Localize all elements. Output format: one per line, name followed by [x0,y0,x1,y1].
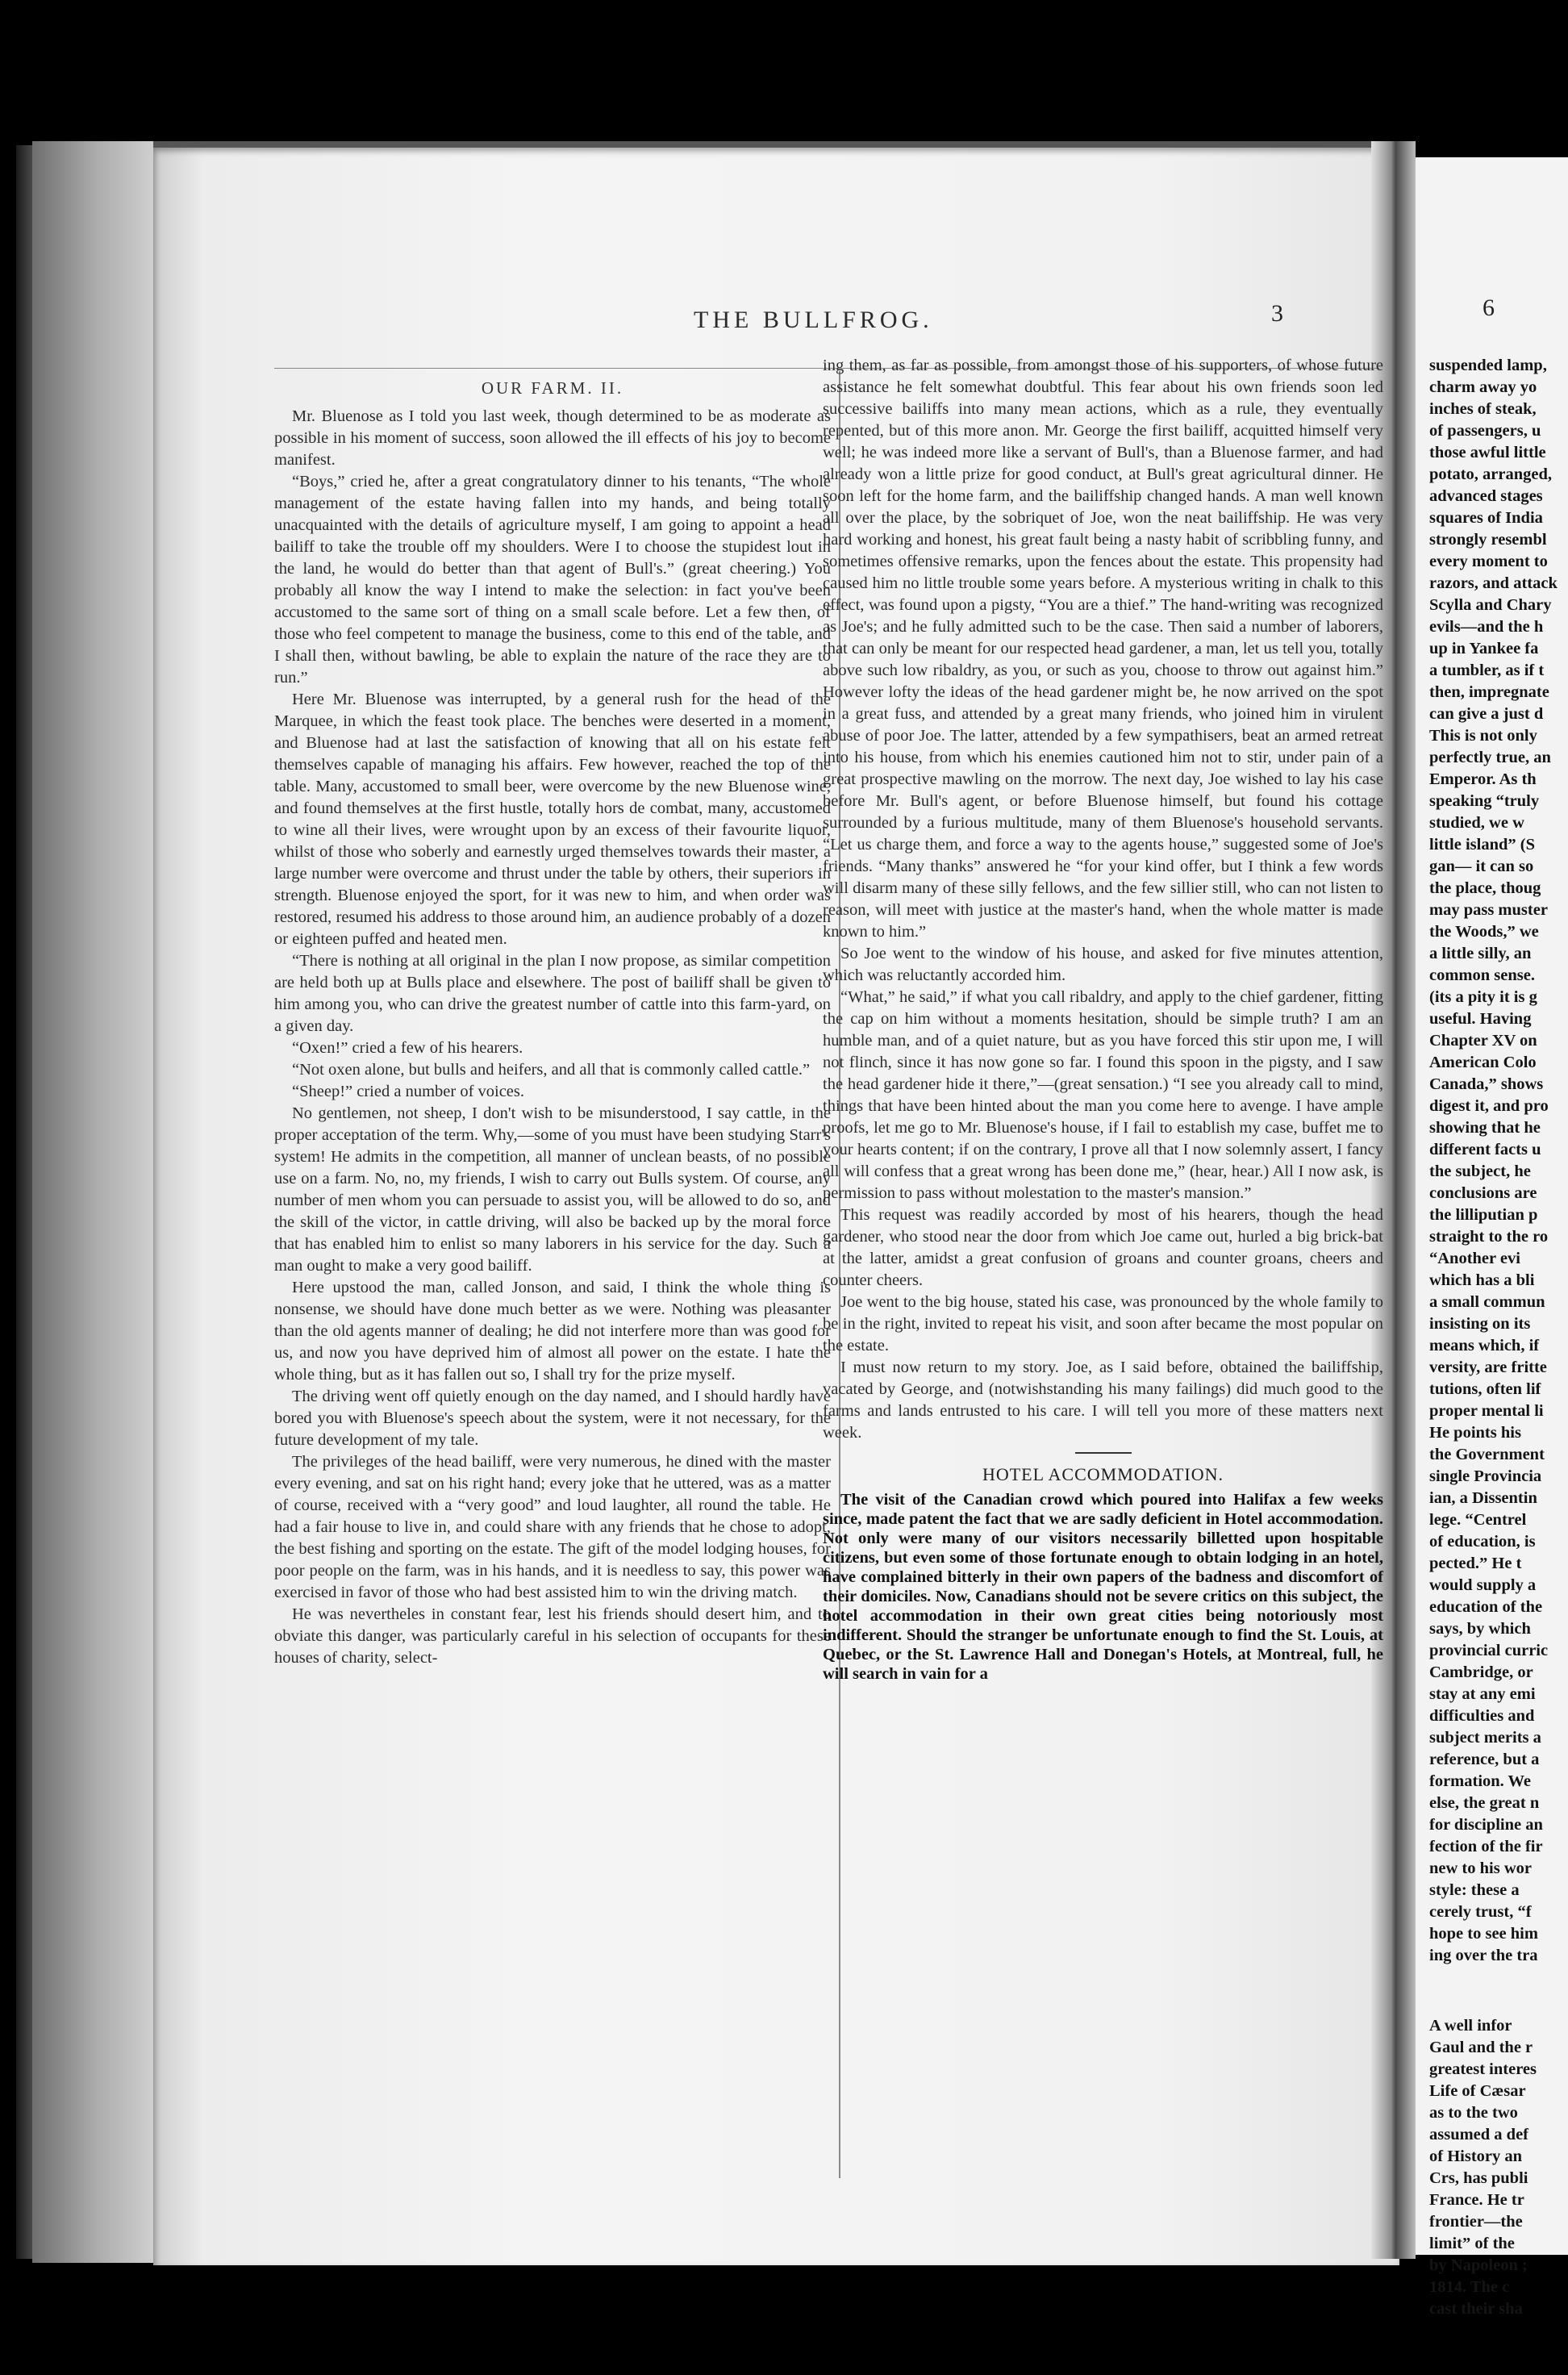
facing-page-line: American Colo [1429,1054,1537,1071]
right-column [823,355,1383,1684]
facing-page-line: suspended lamp, [1429,357,1547,374]
facing-page-line: France. He tr [1429,2191,1524,2209]
facing-page-line: greatest interes [1429,2060,1537,2078]
facing-page-line: charm away yo [1429,378,1537,396]
facing-page-line: Cambridge, or [1429,1663,1533,1681]
facing-page-line: the place, thoug [1429,879,1541,897]
facing-page-line: frontier—the [1429,2213,1523,2231]
hotel-title: HOTEL ACCOMMODATION. [982,1464,1224,1484]
facing-page-line: cerely trust, “f [1429,1903,1532,1921]
facing-page-line: a little silly, an [1429,945,1532,962]
facing-page-line: useful. Having [1429,1010,1532,1028]
article-paragraph: “Oxen!” cried a few of his hearers. [292,1039,523,1057]
left-column [274,378,831,1669]
facing-page-line: of History an [1429,2148,1523,2165]
facing-page-line: those awful little [1429,444,1546,461]
article-paragraph: ing them, as far as possible, from amongst those of his supporters, of whose future assistance he felt somewhat doubtful. This fear about his own friends soon led successive bailiffs into many mean actions, which as a rule, they eventually repented, but of this more anon. Mr. George the first bailiff, acquitted himself very well; he was indeed more like a servant of Bull's, than a Bluenose farmer, and had already won a little prize for good conduct, at Bull's great agricultural dinner. He soon left for the home farm, and the bailiffship changed hands. A man well known all over the place, by the sobriquet of Joe, won the neat bailiffship. He was very hard working and honest, his great fault being a nasty habit of scribbling funny, and sometimes offensive remarks, upon the fences about the estate. This propensity had caused him no little trouble some years before. A mysterious writing in chalk to this effect, was found upon a pigsty, “You are a thief.” The hand-writing was recognized as Joe's; and he fully admitted such to be the case. Then said a number of laborers, that can only be meant for our respected head gardener, a man, let us tell you, totally above such low ribaldry, as you, or such as you, choose to throw out against him.” However lofty the ideas of the head gardener might be, he now arrived on the spot in a great fuss, and attended by a great many friends, who joined him in virulent abuse of poor Joe. The latter, attended by a few sympathisers, beat an armed retreat into his house, from which his enemies cautioned him not to stir, under pain of a great prospective mawling on the morrow. The next day, Joe wished to lay his case before Mr. Bull's agent, or before Bluenose himself, but found his cottage surrounded by a furious multitude, many of them Bluenose's household servants. “Let us charge them, and force a way to the agents house,” suggested some of Joe's friends. “Many thanks” answered he “for your kind offer, but I think a few words will disarm many of these silly fellows, and the few sillier still, who can not listen to reason, will meet with justice at the master's hand, when the whole matter is made known to him.” [823,357,1383,941]
facing-page-line: strongly resembl [1429,531,1547,549]
facing-page-line: This is not only [1429,727,1537,745]
facing-page-line: else, the great n [1429,1794,1540,1812]
facing-page-line: digest it, and pro [1429,1097,1549,1115]
facing-page-line: versity, are fritte [1429,1359,1547,1376]
article-title: OUR FARM. II. [481,378,624,398]
article-paragraph: The privileges of the head bailiff, were very numerous, he dined with the master every evening, and sat on his right hand; every joke that he uttered, was as a matter of course, received with a “very good” and loud laughter, all round the table. He had a fair house to live in, and could share with any friends that he chose to adopt, the best fishing and sporting on the estate. The gift of the model lodging houses, for poor people on the farm, was in his hands, and it is needless to say, this power was exercised in favor of those who had best assisted him to win the driving match. [274,1453,831,1601]
facing-page-line: provincial curric [1429,1642,1549,1659]
facing-page-line: every moment to [1429,553,1548,570]
facing-page-line: pected.” He t [1429,1555,1522,1572]
facing-page-line: (its a pity it is g [1429,988,1537,1006]
page-stack [32,141,153,2263]
article-paragraph: This request was readily accorded by most of his hearers, though the head gardener, who stood near the door from which Joe came out, hurled a big brick-bat at the latter, amidst a great confusion of groans and counter groans, cheers and counter cheers. [823,1206,1383,1289]
facing-page-line: perfectly true, an [1429,749,1551,766]
facing-page-line: conclusions are [1429,1184,1537,1202]
facing-page-line: as to the two [1429,2104,1518,2122]
masthead: THE BULLFROG. [694,307,933,333]
facing-page-line: Crs, has publi [1429,2169,1528,2187]
facing-page-line: stay at any emi [1429,1685,1536,1703]
facing-page-line: of passengers, u [1429,422,1541,440]
facing-page-line: ian, a Dissentin [1429,1489,1537,1507]
facing-page-line: would supply a [1429,1576,1537,1594]
hotel-article [823,1490,1383,1684]
facing-page-line: can give a just d [1429,705,1544,723]
facing-page-line: education of the [1429,1598,1543,1616]
facing-page-line: potato, arranged, [1429,465,1553,483]
facing-page-number: 6 [1483,294,1495,321]
page-number: 3 [1271,300,1283,327]
facing-page-line: for discipline an [1429,1816,1543,1834]
article-paragraph: The driving went off quietly enough on the day named, and I should hardly have bored you with Bluenose's speech about the system, were it not necessary, for the future development of my tale. [274,1388,831,1449]
article-paragraph: He was nevertheles in constant fear, lest his friends should desert him, and to obviate this danger, was particularly careful in his selection of occupants for these houses of charity, select- [274,1605,831,1667]
facing-page-line: 1814. The c [1429,2278,1510,2296]
article-paragraph: So Joe went to the window of his house, and asked for five minutes attention, which was reluctantly accorded him. [823,945,1383,984]
facing-page-line: speaking “truly [1429,792,1540,810]
article-paragraph: Mr. Bluenose as I told you last week, though determined to be as moderate as possible in his moment of success, soon allowed the ill effects of his joy to become manifest. [274,407,831,469]
facing-page-line: fection of the fir [1429,1838,1543,1855]
facing-page-line: difficulties and [1429,1707,1535,1725]
article-paragraph: “Sheep!” cried a number of voices. [292,1083,525,1100]
facing-page-line: straight to the ro [1429,1228,1549,1246]
facing-page-line: squares of India [1429,509,1543,527]
facing-page-line: insisting on its [1429,1315,1531,1333]
facing-page-line: ing over the tra [1429,1947,1538,1964]
facing-page-line: gan— it can so [1429,858,1534,875]
facing-page-line: a tumbler, as if t [1429,662,1545,679]
facing-page-line: tutions, often lif [1429,1380,1541,1398]
hotel-paragraph: The visit of the Canadian crowd which poured into Halifax a few weeks since, made patent the fact that we are sadly deficient in Hotel accommodation. Not only were many of our visitors necessarily billetted upon hospitable citizens, but even some of those fortunate enough to obtain lodging in an hotel, have complained bitterly in their own papers of the badness and discomfort of their domiciles. Now, Canadians should not be severe critics on this subject, the hotel accommodation in their own great cities being notoriously most indifferent. Should the stranger be unfortunate enough to find the St. Louis, at Quebec, or the St. Lawrence Hall and Donegan's Hotels, at Montreal, full, he will search in vain for a [823,1491,1383,1683]
facing-page-line: Chapter XV on [1429,1032,1537,1050]
facing-page-line: a small commun [1429,1293,1545,1311]
facing-page-line: reference, but a [1429,1751,1540,1768]
facing-page-line: new to his wor [1429,1860,1532,1877]
facing-page-line: A well infor [1429,2017,1512,2035]
facing-page-line: studied, we w [1429,814,1524,832]
facing-page-line: showing that he [1429,1119,1541,1137]
article-paragraph: Here upstood the man, called Jonson, and said, I think the whole thing is nonsense, we should have done much better as we were. Nothing was pleasanter than the old agents manner of dealing; he did not interfere more than was good for us, and now you have deprived him of almost all power on the estate. I hate the whole thing, but as it has fallen out so, I shall try for the prize myself. [274,1279,831,1384]
facing-page-line: Canada,” shows [1429,1075,1544,1093]
section-divider [1075,1452,1132,1454]
facing-page-line: of education, is [1429,1533,1536,1551]
facing-page-line: “Another evi [1429,1250,1520,1267]
article-paragraph: “Boys,” cried he, after a great congratulatory dinner to his tenants, “The whole management of the estate having fallen into my hands, and being totally unacquainted with the details of agriculture myself, I am going to appoint a head bailiff to take the trouble off my shoulders. Were I to choose the stupidest lout in the land, he would do better than that agent of Bull's.” (great cheering.) You probably all know the way I intend to make the selection: in fact you've been accustomed to the same sort of thing on a small scale before. Let a few then, of those who feel competent to manage the business, come to this end of the table, and I shall then, without bawling, be able to explain the nature of the race they are to run.” [274,473,831,687]
facing-page-line: lege. “Centrel [1429,1511,1527,1529]
facing-page-line: up in Yankee fa [1429,640,1539,657]
line-gap [1429,1967,1568,2015]
facing-page-line: razors, and attack [1429,574,1558,592]
facing-page-line: Emperor. As th [1429,770,1537,788]
facing-page-line: Scylla and Chary [1429,596,1552,614]
article-paragraph: Here Mr. Bluenose was interrupted, by a general rush for the head of the Marquee, in which the feast took place. The benches were deserted in a moment, and Bluenose had at last the satisfaction of knowing that all on his estate felt themselves capable of managing his affairs. Few however, reached the top of the table. Many, accustomed to small beer, were overcome by the new Bluenose wine, and found themselves at the first hustle, totally hors de combat, many, accustomed to wine all their lives, were wrought upon by an excess of their favourite liquor, whilst of those who soberly and earnestly urged themselves towards their master, a large number were overcome and thrust under the table by others, their superiors in strength. Bluenose enjoyed the sport, for it was new to him, and when order was restored, resumed his address to those around him, an audience probably of a dozen or eighteen puffed and heated men. [274,691,831,948]
facing-page-line: the Government [1429,1446,1545,1463]
facing-page-line: says, by which [1429,1620,1531,1638]
facing-page-line: style: these a [1429,1881,1520,1899]
facing-page-line: which has a bli [1429,1271,1535,1289]
facing-page-line: single Provincia [1429,1467,1542,1485]
facing-page-line: by Napoleon ; [1429,2256,1528,2274]
facing-page-line: little island” (S [1429,836,1535,854]
facing-page-line: then, impregnate [1429,683,1549,701]
facing-page-line: inches of steak, [1429,400,1537,418]
article-paragraph: “What,” he said,” if what you call ribaldry, and apply to the chief gardener, fitting the cap on him without a moments hesitation, should be simple truth? I am an humble man, and of a quiet nature, but as you have forced this stir upon me, I will not flinch, since it has now gone so far. I found this spoon in the pigsty, and I saw the head gardener hide it there,”—(great sensation.) “I see you already call to mind, things that have been hinted about the man you come here to avenge. I have ample proofs, let me go to Mr. Bluenose's house, if I fail to establish my case, buffet me to your hearts content; if on the contrary, I prove all that I now solemnly assert, I fancy all will confess that a great wrong has been done me,” (hear, hear.) All I now ask, is permission to pass without molestation to the master's mansion.” [823,988,1383,1202]
article-left-body [274,406,831,1669]
article-paragraph: “There is nothing at all original in the plan I now propose, as similar competition are held both up at Bulls place and elsewhere. The post of bailiff shall be given to him among you, who can drive the greatest number of cattle into this farm-yard, on a given day. [274,952,831,1035]
facing-page-line: common sense. [1429,966,1535,984]
facing-page-line: evils—and the h [1429,618,1544,636]
facing-page-line: limit” of the [1429,2235,1515,2252]
facing-page-line: formation. We [1429,1772,1532,1790]
facing-page-line: may pass muster [1429,901,1548,919]
facing-page-line: hope to see him [1429,1925,1538,1943]
facing-page-line: the subject, he [1429,1162,1531,1180]
facing-page-line: the lilliputian p [1429,1206,1538,1224]
article-paragraph: No gentlemen, not sheep, I don't wish to be misunderstood, I say cattle, in the proper acceptation of the term. Why,—some of you must have been studying Starr's system! He admits in the competition, all manner of unclean beasts, of no possible use on a farm. No, no, my friends, I wish to carry out Bulls system. Of course, any number of men whom you can persuade to assist you, will be allowed to do so, and the skill of the victor, in cattle driving, will also be backed up by the moral force that has enabled him to enlist so many laborers in his service for the day. Such a man ought to make a very good bailiff. [274,1104,831,1275]
article-paragraph: “Not oxen alone, but bulls and heifers, and all that is commonly called cattle.” [292,1061,811,1079]
facing-page-line: the Woods,” we [1429,923,1539,941]
facing-page-line: assumed a def [1429,2126,1529,2143]
facing-page-line: advanced stages [1429,487,1543,505]
facing-page-line: Gaul and the r [1429,2039,1533,2056]
article-right-body [823,355,1383,1444]
article-paragraph: Joe went to the big house, stated his case, was pronounced by the whole family to be in the right, invited to repeat his visit, and soon after became the most popular on the estate. [823,1293,1383,1354]
facing-page-line: subject merits a [1429,1729,1541,1747]
facing-page-line: cast their sha [1429,2300,1523,2318]
facing-page-line: means which, if [1429,1337,1540,1354]
facing-page-line: different facts u [1429,1141,1541,1158]
article-paragraph: I must now return to my story. Joe, as I said before, obtained the bailiffship, vacated by George, and (notwishstanding his many failings) did much good to the farms and lands entrusted to his care. I will tell you more of these matters next week. [823,1359,1383,1442]
facing-page-column [1429,355,1568,2320]
facing-page-line: He points his [1429,1424,1521,1442]
facing-page-line: proper mental li [1429,1402,1544,1420]
facing-page-line: Life of Cæsar [1429,2082,1526,2100]
